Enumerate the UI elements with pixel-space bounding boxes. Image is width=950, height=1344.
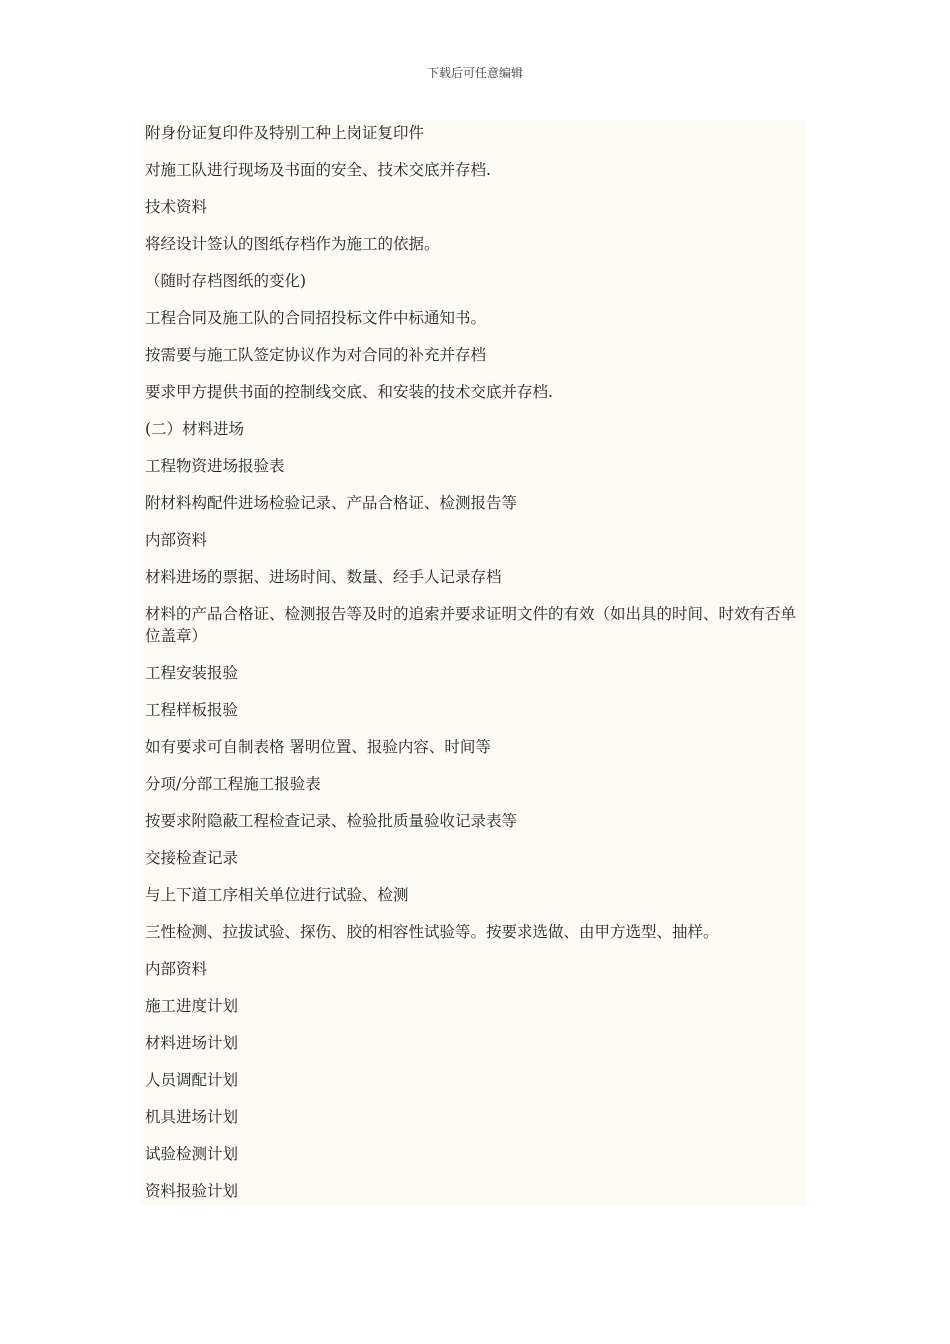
text-line-wrapped: 材料的产品合格证、检测报告等及时的追索并要求证明文件的有效（如出具的时间、时效有否单位盖章） <box>145 605 797 645</box>
plan-item: 人员调配计划 <box>145 1071 239 1089</box>
text-line: 工程合同及施工队的合同招投标文件中标通知书。 <box>145 309 487 327</box>
text-line: 交接检查记录 <box>145 849 239 867</box>
plan-item: 施工进度计划 <box>145 997 239 1015</box>
text-line: 工程安装报验 <box>145 664 239 682</box>
text-line: 三性检测、拉拔试验、探伤、胶的相容性试验等。按要求选做、由甲方选型、抽样。 <box>145 923 719 941</box>
section-heading: (二）材料进场 <box>145 420 245 438</box>
text-line: 材料进场的票据、进场时间、数量、经手人记录存档 <box>145 568 502 586</box>
plan-item: 材料进场计划 <box>145 1034 239 1052</box>
text-line: 按需要与施工队签定协议作为对合同的补充并存档 <box>145 346 487 364</box>
section-heading: 技术资料 <box>145 198 208 216</box>
document-body <box>140 120 806 1206</box>
text-line: 工程物资进场报验表 <box>145 457 285 475</box>
text-line: 附材料构配件进场检验记录、产品合格证、检测报告等 <box>145 494 518 512</box>
text-line: 分项/分部工程施工报验表 <box>145 775 321 793</box>
plan-item: 试验检测计划 <box>145 1145 239 1163</box>
text-line: 将经设计签认的图纸存档作为施工的依据。 <box>145 235 440 253</box>
text-line: 附身份证复印件及特别工种上岗证复印件 <box>145 124 425 142</box>
text-line: 要求甲方提供书面的控制线交底、和安装的技术交底并存档. <box>145 383 553 401</box>
text-line: 工程样板报验 <box>145 701 239 719</box>
text-line: 对施工队进行现场及书面的安全、技术交底并存档. <box>145 161 491 179</box>
page-header: 下载后可任意编辑 <box>426 66 523 80</box>
text-line: 与上下道工序相关单位进行试验、检测 <box>145 886 409 904</box>
section-heading: 内部资料 <box>145 531 208 549</box>
plan-item: 资料报验计划 <box>145 1182 239 1200</box>
section-heading: 内部资料 <box>145 960 208 978</box>
plan-item: 机具进场计划 <box>145 1108 239 1126</box>
text-line: 按要求附隐蔽工程检查记录、检验批质量验收记录表等 <box>145 812 518 830</box>
text-line: 如有要求可自制表格 署明位置、报验内容、时间等 <box>145 738 491 756</box>
text-line: （随时存档图纸的变化) <box>145 272 307 290</box>
